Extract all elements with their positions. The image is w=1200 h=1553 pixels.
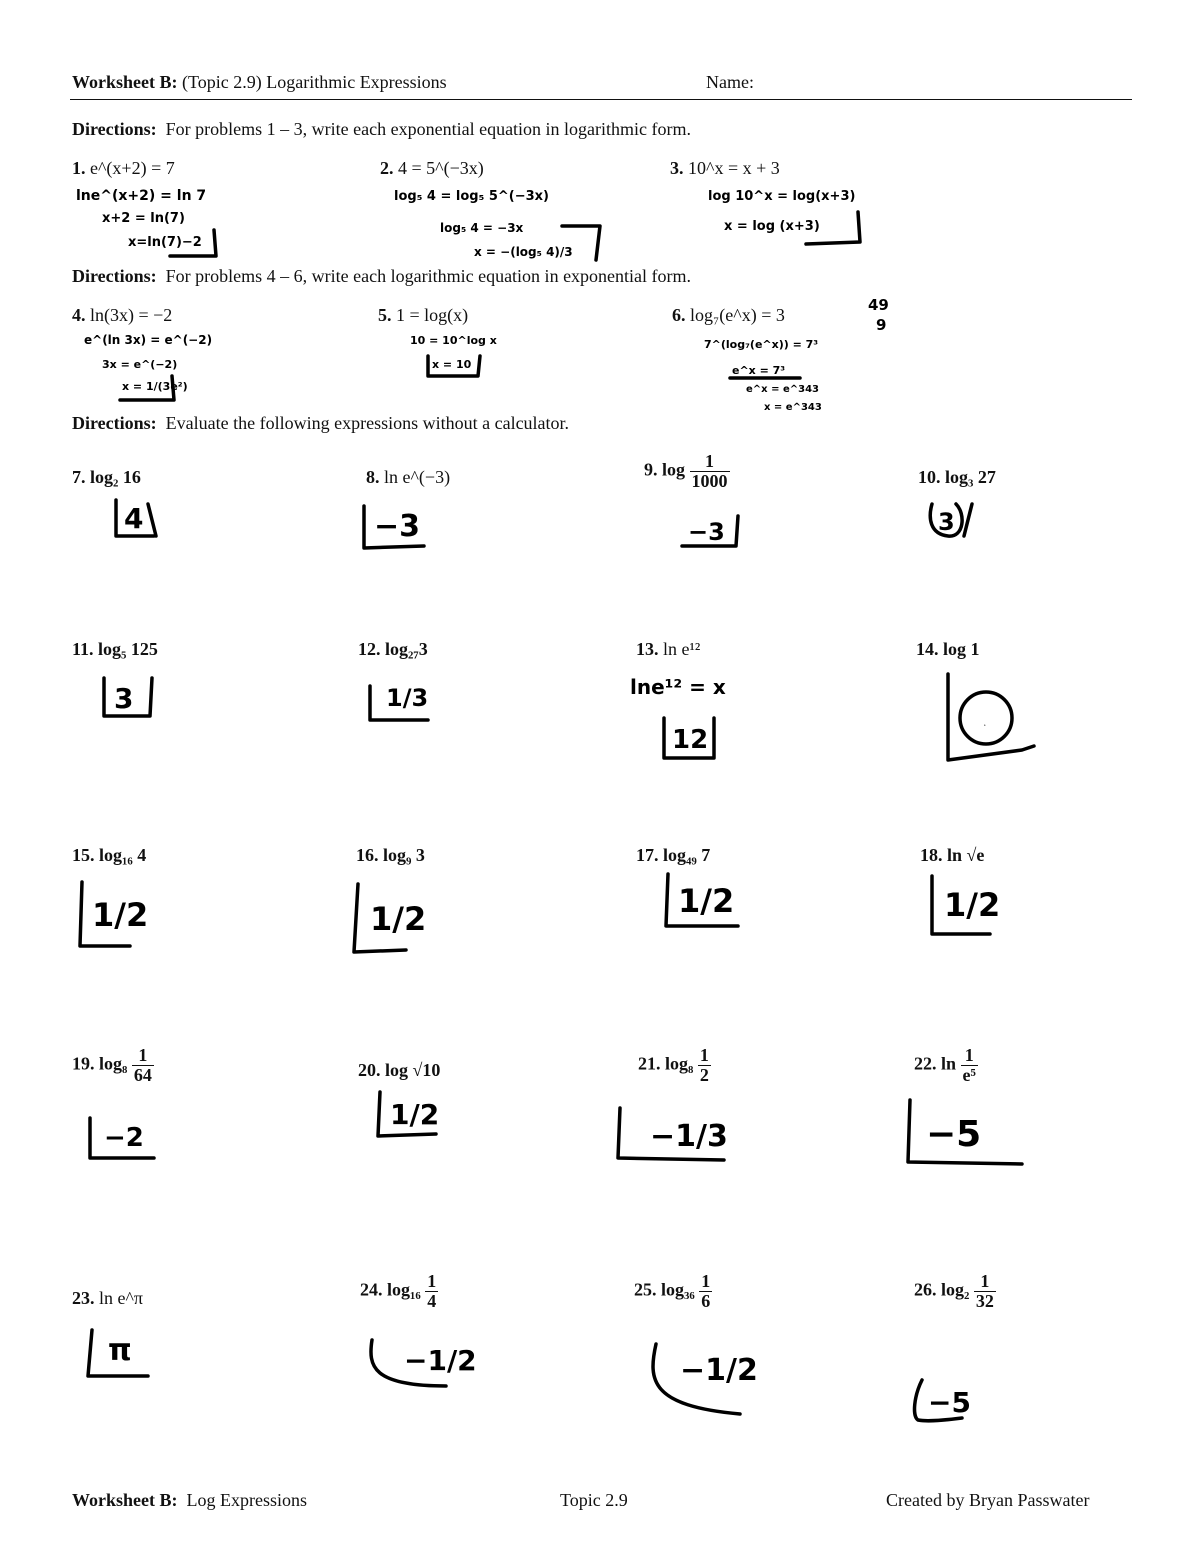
fraction-denominator: 2 <box>699 1064 709 1085</box>
problem-6 <box>672 305 785 326</box>
answer-value: 1/2 <box>390 1098 440 1131</box>
problem-fraction <box>698 1046 711 1085</box>
problem-11 <box>72 639 158 660</box>
problem-expression: 1 = log(x) <box>396 305 469 325</box>
answer-12 <box>366 676 456 726</box>
problem-7 <box>72 467 141 488</box>
problem-expression: 10^x = x + 3 <box>688 158 780 178</box>
answer-value: −5 <box>926 1114 982 1155</box>
problem-13 <box>636 639 700 660</box>
problem-number: 4. <box>72 305 86 325</box>
side-note-line: 9 <box>876 316 887 334</box>
problem-fraction <box>690 452 730 491</box>
handwritten-work-4 <box>84 328 224 404</box>
problem-number: 5. <box>378 305 392 325</box>
fraction-denominator: 1000 <box>691 470 728 491</box>
answer-9 <box>678 512 748 554</box>
fraction-denominator: e⁵ <box>962 1064 976 1085</box>
problem-function: log₈ <box>99 1053 128 1074</box>
answer-value: −1/3 <box>650 1119 728 1154</box>
problem-expression: log₂₇3 <box>385 639 428 659</box>
problem-function: ln <box>941 1053 957 1074</box>
problem-number: 20. <box>358 1060 381 1080</box>
answer-value: 1/2 <box>678 882 735 920</box>
handwritten-work-6 <box>704 330 854 416</box>
answer-16 <box>350 880 450 960</box>
footer-rest: Log Expressions <box>186 1490 307 1510</box>
problem-3 <box>670 158 780 179</box>
answer-value: −3 <box>688 518 725 546</box>
directions-1 <box>72 119 691 140</box>
side-note-line: 49 <box>868 296 889 314</box>
problem-number: 10. <box>918 467 941 487</box>
answer-25 <box>644 1340 758 1420</box>
work-line: 7^(log₇(e^x)) = 7³ <box>704 338 819 351</box>
answer-18 <box>926 872 1016 946</box>
problem-number: 13. <box>636 639 659 659</box>
answer-20 <box>372 1088 452 1144</box>
problem-26 <box>914 1272 996 1311</box>
problem-expression: log₁₆ 4 <box>99 845 147 865</box>
work-line: x = e^343 <box>764 402 822 413</box>
problem-number: 26. <box>914 1279 937 1300</box>
problem-number: 16. <box>356 845 379 865</box>
answer-10 <box>926 498 986 542</box>
problem-number: 22. <box>914 1053 937 1074</box>
fraction-denominator: 64 <box>133 1064 152 1085</box>
problem-24 <box>360 1272 438 1311</box>
problem-number: 3. <box>670 158 684 178</box>
fraction-numerator: 1 <box>132 1046 154 1066</box>
problem-expression: ln √e <box>947 845 985 865</box>
problem-17 <box>636 845 710 866</box>
problem-9 <box>644 452 730 491</box>
problem-fraction <box>974 1272 996 1311</box>
answer-7 <box>110 496 170 546</box>
answer-13 <box>630 668 760 764</box>
problem-function: log <box>662 459 686 480</box>
directions-text: Evaluate the following expressions without a calculator. <box>165 413 570 433</box>
fraction-numerator: 1 <box>961 1046 978 1066</box>
problem-21 <box>638 1046 711 1085</box>
work-line: x = log (x+3) <box>724 219 820 234</box>
fraction-numerator: 1 <box>699 1045 709 1065</box>
problem-expression: log₉ 3 <box>383 845 425 865</box>
answer-23 <box>84 1326 164 1382</box>
problem-16 <box>356 845 425 866</box>
title-rest: (Topic 2.9) Logarithmic Expressions <box>182 72 447 92</box>
answer-value: −2 <box>104 1123 144 1153</box>
problem-14 <box>916 639 980 660</box>
problem-number: 9. <box>644 459 658 480</box>
answer-11 <box>98 672 168 722</box>
answer-26 <box>908 1376 998 1430</box>
problem-18 <box>920 845 984 866</box>
problem-number: 15. <box>72 845 95 865</box>
work-line: x = 1/(3e²) <box>122 380 188 393</box>
work-line: log 10^x = log(x+3) <box>708 189 856 204</box>
problem-5 <box>378 305 468 326</box>
work-line: 10 = 10^log x <box>410 334 497 347</box>
answer-8 <box>360 500 440 556</box>
problem-number: 7. <box>72 467 86 487</box>
answer-24 <box>364 1336 494 1392</box>
work-line: 3x = e^(−2) <box>102 358 178 371</box>
work-line: x = −(log₅ 4)/3 <box>474 245 573 259</box>
directions-label: Directions: <box>72 413 157 433</box>
problem-23 <box>72 1288 143 1309</box>
answer-value: 1/2 <box>370 900 427 938</box>
footer-right: Created by Bryan Passwater <box>886 1490 1090 1510</box>
answer-21 <box>612 1104 742 1166</box>
problem-function: log₂ <box>941 1279 970 1300</box>
fraction-denominator: 4 <box>427 1290 437 1311</box>
answer-box <box>148 504 156 536</box>
work-line: lne^(x+2) = ln 7 <box>76 188 207 204</box>
fraction-numerator: 1 <box>701 1271 711 1291</box>
problem-number: 14. <box>916 639 939 659</box>
problem-expression: log₂ 16 <box>90 467 141 487</box>
answer-22 <box>900 1096 1030 1172</box>
fraction-denominator: 32 <box>975 1290 994 1311</box>
directions-3 <box>72 413 569 434</box>
problem-expression: log₅ 125 <box>98 639 158 659</box>
answer-14 <box>942 670 1042 766</box>
handwritten-work-3 <box>706 180 876 252</box>
work-line: e^x = e^343 <box>746 384 819 395</box>
problem-expression: log √10 <box>385 1060 441 1080</box>
fraction-denominator: 6 <box>701 1290 711 1311</box>
answer-15 <box>76 878 166 954</box>
directions-text: For problems 1 – 3, write each exponential equation in logarithmic form. <box>165 119 692 139</box>
answer-value: 3 <box>938 508 955 536</box>
problem-number: 19. <box>72 1053 95 1074</box>
problem-number: 17. <box>636 845 659 865</box>
problem-number: 21. <box>638 1053 661 1074</box>
answer-zero <box>960 692 1012 744</box>
problem-10 <box>918 467 996 488</box>
problem-number: 24. <box>360 1279 383 1300</box>
header-rule <box>70 99 1132 100</box>
work-line: log₅ 4 = −3x <box>440 221 524 235</box>
problem-expression: ln e^π <box>99 1288 144 1308</box>
answer-value: 1/2 <box>92 896 149 934</box>
answer-value: −3 <box>374 509 421 544</box>
problem-4 <box>72 305 172 326</box>
directions-label: Directions: <box>72 266 157 286</box>
problem-fraction <box>425 1272 438 1311</box>
problem-number: 2. <box>380 158 394 178</box>
problem-fraction <box>132 1046 154 1085</box>
fraction-numerator: 1 <box>974 1272 996 1292</box>
footer-center: Topic 2.9 <box>560 1490 628 1510</box>
answer-value: −1/2 <box>680 1353 758 1388</box>
problem-19 <box>72 1046 154 1085</box>
problem-number: 11. <box>72 639 94 659</box>
work-line: e^(ln 3x) = e^(−2) <box>84 333 213 347</box>
answer-17 <box>662 870 752 936</box>
problem-expression: log₄₉ 7 <box>663 845 711 865</box>
problem-expression: log₇(e^x) = 3 <box>690 305 785 325</box>
answer-value: −5 <box>928 1386 971 1419</box>
problem-function: log₈ <box>665 1053 694 1074</box>
problem-12 <box>358 639 428 660</box>
title-bold: Worksheet B: <box>72 72 178 92</box>
directions-2 <box>72 266 691 287</box>
handwritten-work-2 <box>392 170 612 262</box>
directions-label: Directions: <box>72 119 157 139</box>
handwritten-work-5 <box>408 330 508 384</box>
problem-25 <box>634 1272 712 1311</box>
footer-left <box>72 1490 307 1511</box>
work-line: x+2 = ln(7) <box>102 211 185 226</box>
answer-box <box>964 504 972 536</box>
answer-value: π <box>108 1333 132 1368</box>
handwritten-side-note <box>868 294 908 338</box>
problem-expression: 4 = 5^(−3x) <box>398 158 484 178</box>
problem-number: 8. <box>366 467 380 487</box>
answer-value: 4 <box>124 502 144 535</box>
directions-text: For problems 4 – 6, write each logarithmic equation in exponential form. <box>165 266 692 286</box>
work-line: lne¹² = x <box>630 675 726 699</box>
answer-value: 3 <box>114 682 134 715</box>
problem-function: log₁₆ <box>387 1279 421 1300</box>
work-line: e^x = 7³ <box>732 364 786 377</box>
problem-15 <box>72 845 146 866</box>
problem-number: 25. <box>634 1279 657 1300</box>
footer-bold: Worksheet B: <box>72 1490 178 1510</box>
worksheet-title <box>72 72 447 93</box>
problem-expression: log₃ 27 <box>945 467 996 487</box>
problem-number: 23. <box>72 1288 95 1308</box>
problem-8 <box>366 467 450 488</box>
work-line: x = 10 <box>432 358 472 371</box>
problem-expression: e^(x+2) = 7 <box>90 158 175 178</box>
problem-number: 1. <box>72 158 86 178</box>
problem-expression: log 1 <box>943 639 980 659</box>
problem-function: log₃₆ <box>661 1279 695 1300</box>
problem-fraction <box>961 1046 978 1085</box>
problem-number: 12. <box>358 639 381 659</box>
answer-value: 12 <box>672 725 709 755</box>
fraction-numerator: 1 <box>427 1271 437 1291</box>
problem-expression: ln e¹² <box>663 639 701 659</box>
name-label: Name: <box>706 72 754 92</box>
problem-number: 18. <box>920 845 943 865</box>
answer-value: −1/2 <box>404 1344 477 1377</box>
problem-1 <box>72 158 175 179</box>
handwritten-work-1 <box>74 178 234 260</box>
answer-value: 1/2 <box>944 886 1001 924</box>
work-line: x=ln(7)−2 <box>128 235 202 250</box>
problem-expression: ln(3x) = −2 <box>90 305 173 325</box>
work-line: log₅ 4 = log₅ 5^(−3x) <box>394 189 549 204</box>
problem-22 <box>914 1046 978 1085</box>
problem-number: 6. <box>672 305 686 325</box>
problem-expression: ln e^(−3) <box>384 467 451 487</box>
answer-19 <box>84 1114 174 1164</box>
problem-20 <box>358 1060 440 1081</box>
answer-value: 1/3 <box>386 684 429 712</box>
fraction-numerator: 1 <box>690 452 730 472</box>
answer-value: 0 <box>984 725 986 727</box>
problem-fraction <box>699 1272 712 1311</box>
